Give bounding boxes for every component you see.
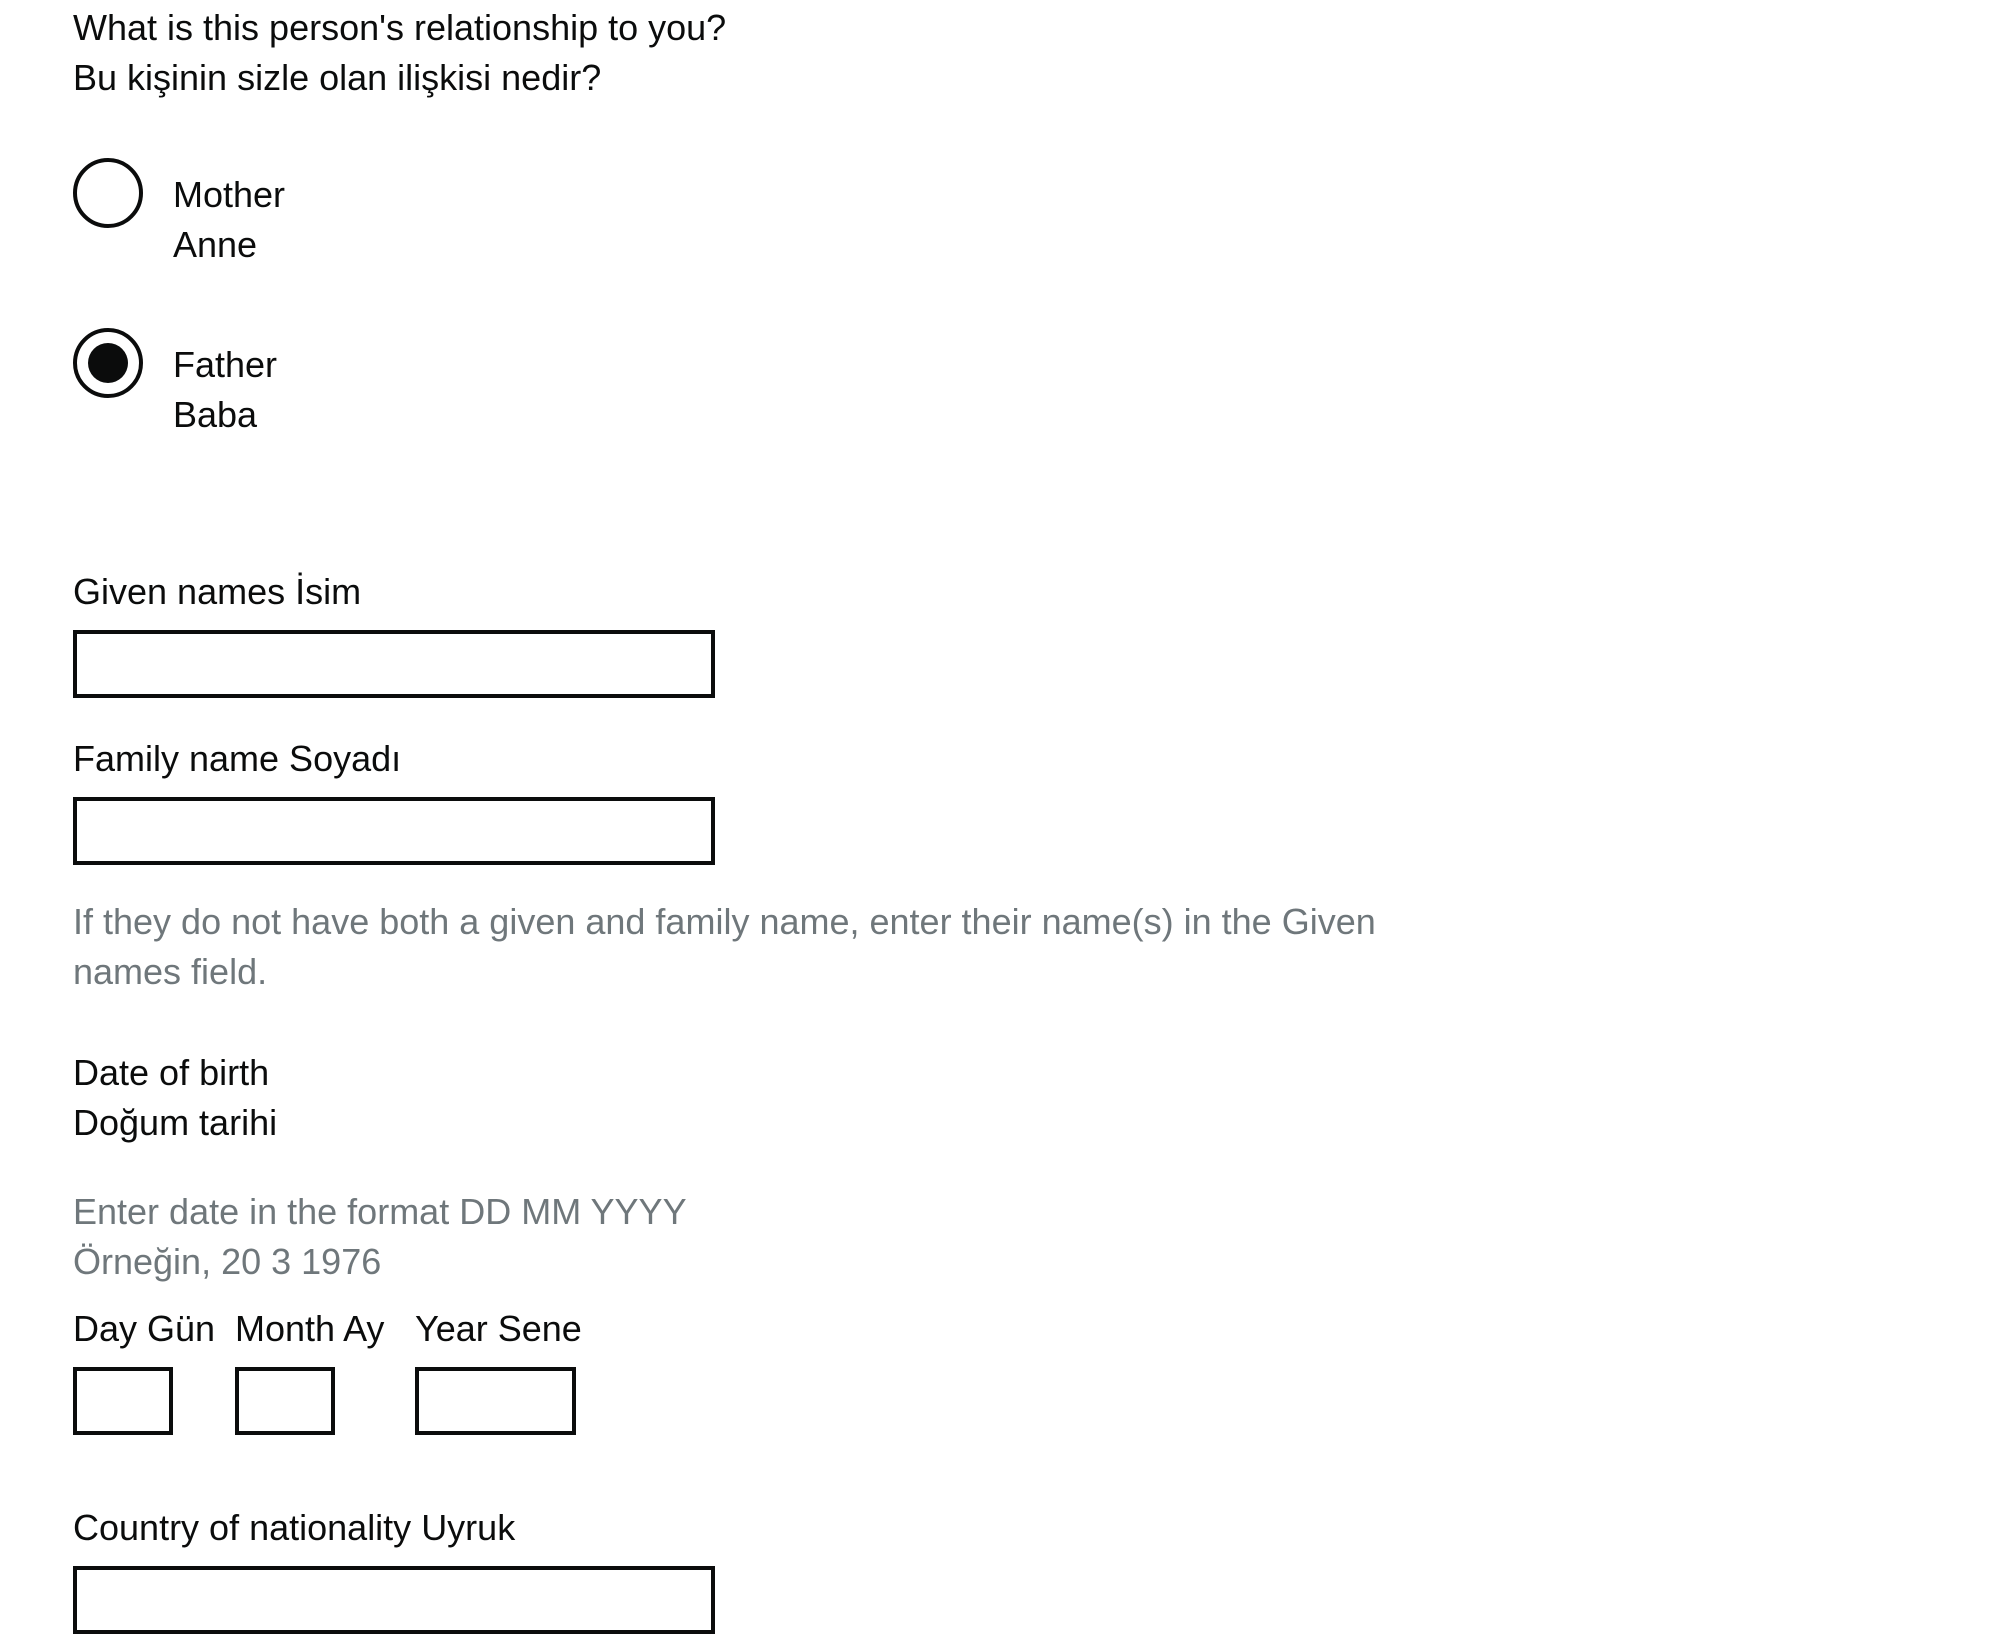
radio-label-tr: Anne	[173, 224, 258, 265]
dob-hint-line: Enter date in the format DD MM YYYY	[73, 1191, 687, 1232]
name-hint-line: If they do not have both a given and family name, enter their name(s) in the Given	[73, 901, 1376, 942]
given-names-input[interactable]	[73, 630, 715, 698]
family-name-input[interactable]	[73, 797, 715, 865]
relationship-question	[73, 3, 726, 103]
radio-selected-dot	[88, 343, 128, 383]
family-name-label: Family name Soyadı	[73, 738, 402, 779]
name-hint-line: names field.	[73, 951, 268, 992]
radio-label-mother[interactable]	[173, 170, 285, 270]
date-of-birth-hint	[73, 1187, 687, 1287]
nationality-input[interactable]	[73, 1566, 715, 1634]
nationality-label: Country of nationality Uyruk	[73, 1507, 516, 1548]
given-names-label: Given names İsim	[73, 571, 362, 612]
radio-label-en: Mother	[173, 174, 286, 215]
dob-legend-tr: Doğum tarihi	[73, 1102, 278, 1143]
date-of-birth-legend	[73, 1048, 277, 1148]
dob-month-input[interactable]	[235, 1367, 335, 1435]
dob-month-label: Month Ay	[235, 1308, 385, 1349]
radio-option-father[interactable]	[73, 327, 673, 457]
question-text-tr: Bu kişinin sizle olan ilişkisi nedir?	[73, 57, 602, 98]
name-hint	[73, 897, 1376, 997]
radio-label-en: Father	[173, 344, 278, 385]
dob-year-input[interactable]	[415, 1367, 576, 1435]
dob-day-input[interactable]	[73, 1367, 173, 1435]
dob-year-label: Year Sene	[415, 1308, 582, 1349]
question-text-en: What is this person's relationship to you?	[73, 7, 727, 48]
radio-button-mother[interactable]	[73, 158, 143, 228]
dob-legend-en: Date of birth	[73, 1052, 270, 1093]
radio-label-tr: Baba	[173, 394, 258, 435]
radio-button-father[interactable]	[73, 328, 143, 398]
dob-hint-line: Örneğin, 20 3 1976	[73, 1241, 382, 1282]
radio-option-mother[interactable]	[73, 157, 673, 287]
radio-label-father[interactable]	[173, 340, 277, 440]
dob-day-label: Day Gün	[73, 1308, 216, 1349]
